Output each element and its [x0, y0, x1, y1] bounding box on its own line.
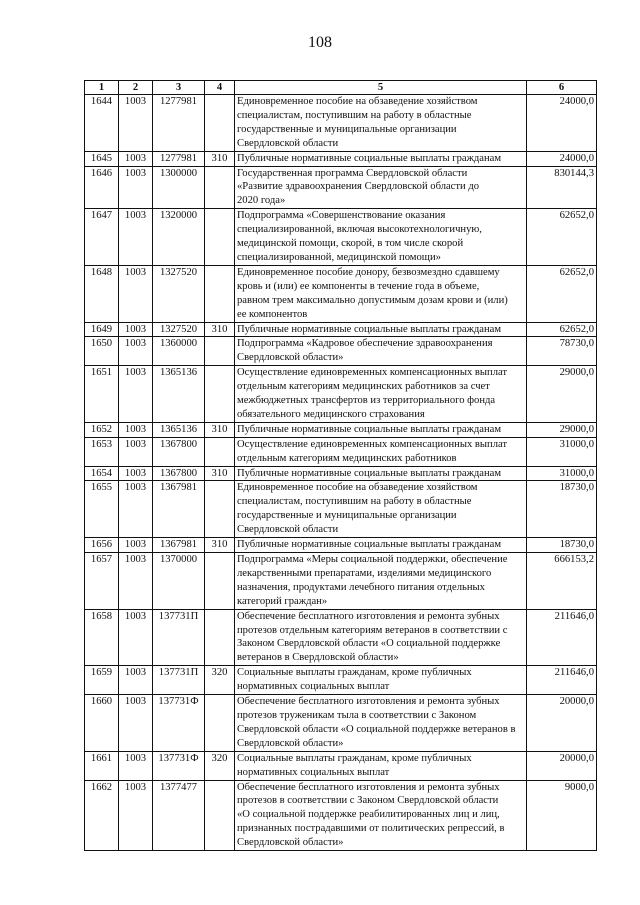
expense-kind-cell: [205, 780, 235, 851]
table-row: [85, 366, 597, 423]
amount-cell: 62652,0: [527, 209, 597, 266]
description-line: кровь и (или) ее компоненты в течение года в объеме,: [237, 280, 480, 292]
section-code-cell: 1003: [119, 265, 153, 322]
expense-kind-cell: [205, 265, 235, 322]
table-row: [85, 337, 597, 366]
description-line: Осуществление единовременных компенсационных выплат: [237, 438, 508, 450]
description-cell: [235, 780, 527, 851]
description-line: ветеранов в Свердловской области»: [237, 652, 399, 664]
row-number-cell: 1649: [85, 322, 119, 337]
table-row: [85, 209, 597, 266]
target-code-cell: 1300000: [153, 166, 205, 209]
section-code-cell: 1003: [119, 95, 153, 152]
amount-cell: 211646,0: [527, 666, 597, 695]
description-line: государственные и муниципальные организации: [237, 510, 457, 522]
description-line: Свердловской области «О социальной поддержке ветеранов в: [237, 723, 516, 735]
description-cell: [235, 422, 527, 437]
description-line: Публичные нормативные социальные выплаты гражданам: [237, 467, 502, 479]
target-code-cell: 1377477: [153, 780, 205, 851]
description-cell: [235, 366, 527, 423]
description-line: Публичные нормативные социальные выплаты гражданам: [237, 423, 502, 435]
description-cell: [235, 538, 527, 553]
table-row: [85, 538, 597, 553]
description-cell: [235, 166, 527, 209]
description-line: равном трем максимально допустимым дозам крови и (или): [237, 294, 508, 306]
row-number-cell: 1652: [85, 422, 119, 437]
section-code-cell: 1003: [119, 553, 153, 610]
amount-cell: 78730,0: [527, 337, 597, 366]
table-row: [85, 780, 597, 851]
row-number-cell: 1655: [85, 481, 119, 538]
row-number-cell: 1646: [85, 166, 119, 209]
table-row: [85, 695, 597, 752]
description-line: протезов отдельным категориям ветеранов в соответствии с: [237, 624, 508, 636]
target-code-cell: 137731Ф: [153, 751, 205, 780]
description-line: Единовременное пособие на обзаведение хозяйством: [237, 96, 478, 107]
row-number-cell: 1659: [85, 666, 119, 695]
description-cell: [235, 609, 527, 666]
description-line: медицинской помощи, скорой, в том числе скорой: [237, 238, 464, 250]
page-number: 108: [308, 34, 332, 51]
description-cell: [235, 209, 527, 266]
table-row: [85, 437, 597, 466]
row-number-cell: 1658: [85, 609, 119, 666]
section-code-cell: 1003: [119, 437, 153, 466]
table-row: [85, 666, 597, 695]
expense-kind-cell: [205, 695, 235, 752]
table-row: [85, 265, 597, 322]
table-row: [85, 481, 597, 538]
section-code-cell: 1003: [119, 538, 153, 553]
expense-kind-cell: 310: [205, 322, 235, 337]
section-code-cell: 1003: [119, 322, 153, 337]
table-row: [85, 751, 597, 780]
row-number-cell: 1644: [85, 95, 119, 152]
table-row: [85, 609, 597, 666]
description-line: протезов труженикам тыла в соответствии с Законом: [237, 709, 477, 721]
amount-cell: 211646,0: [527, 609, 597, 666]
section-code-cell: 1003: [119, 751, 153, 780]
description-line: специалистам, поступившим на работу в областные: [237, 109, 472, 121]
table-row: [85, 166, 597, 209]
target-code-cell: 1327520: [153, 265, 205, 322]
section-code-cell: 1003: [119, 209, 153, 266]
table-row: [85, 322, 597, 337]
expense-kind-cell: [205, 437, 235, 466]
description-line: Подпрограмма «Меры социальной поддержки, обеспечение: [237, 554, 508, 565]
row-number-cell: 1650: [85, 337, 119, 366]
description-line: Свердловской области: [237, 137, 339, 149]
description-cell: [235, 437, 527, 466]
amount-cell: 62652,0: [527, 322, 597, 337]
target-code-cell: 1365136: [153, 366, 205, 423]
section-code-cell: 1003: [119, 337, 153, 366]
header-col-3: 3: [153, 81, 205, 95]
description-line: межбюджетных трансфертов из территориального фонда: [237, 395, 496, 407]
expense-kind-cell: [205, 481, 235, 538]
expense-kind-cell: [205, 337, 235, 366]
table-row: [85, 466, 597, 481]
target-code-cell: 137731Ф: [153, 695, 205, 752]
expense-kind-cell: [205, 609, 235, 666]
amount-cell: 20000,0: [527, 751, 597, 780]
row-number-cell: 1656: [85, 538, 119, 553]
amount-cell: 24000,0: [527, 151, 597, 166]
description-line: ее компонентов: [237, 308, 308, 320]
description-line: Свердловской области: [237, 524, 339, 536]
description-line: Единовременное пособие на обзаведение хозяйством: [237, 482, 478, 494]
table-row: [85, 553, 597, 610]
description-cell: [235, 151, 527, 166]
description-line: «Развитие здравоохранения Свердловской области до: [237, 181, 480, 193]
header-col-6: 6: [527, 81, 597, 95]
description-cell: [235, 95, 527, 152]
expense-kind-cell: 310: [205, 538, 235, 553]
description-line: Подпрограмма «Кадровое обеспечение здравоохранения: [237, 338, 493, 350]
description-line: специализированной, медицинской помощи»: [237, 251, 441, 263]
amount-cell: 830144,3: [527, 166, 597, 209]
target-code-cell: 1320000: [153, 209, 205, 266]
description-line: Свердловской области»: [237, 352, 344, 364]
description-cell: [235, 265, 527, 322]
description-line: Единовременное пособие донору, безвозмездно сдавшему: [237, 266, 500, 278]
description-line: Публичные нормативные социальные выплаты гражданам: [237, 539, 502, 551]
table-row: [85, 422, 597, 437]
description-line: отдельным категориям медицинских работников: [237, 452, 457, 464]
row-number-cell: 1654: [85, 466, 119, 481]
row-number-cell: 1651: [85, 366, 119, 423]
amount-cell: 24000,0: [527, 95, 597, 152]
target-code-cell: 1277981: [153, 95, 205, 152]
section-code-cell: 1003: [119, 166, 153, 209]
target-code-cell: 1360000: [153, 337, 205, 366]
amount-cell: 666153,2: [527, 553, 597, 610]
expense-kind-cell: [205, 366, 235, 423]
description-line: Свердловской области»: [237, 737, 344, 749]
description-line: Законом Свердловской области «О социальной поддержке: [237, 638, 501, 650]
row-number-cell: 1645: [85, 151, 119, 166]
expense-kind-cell: 310: [205, 466, 235, 481]
description-line: Осуществление единовременных компенсационных выплат: [237, 367, 508, 379]
header-col-1: 1: [85, 81, 119, 95]
description-cell: [235, 553, 527, 610]
description-line: «О социальной поддержке реабилитированных лиц и лиц,: [237, 809, 500, 821]
row-number-cell: 1657: [85, 553, 119, 610]
description-cell: [235, 322, 527, 337]
target-code-cell: 137731П: [153, 666, 205, 695]
expense-kind-cell: 310: [205, 151, 235, 166]
row-number-cell: 1653: [85, 437, 119, 466]
section-code-cell: 1003: [119, 609, 153, 666]
target-code-cell: 1367981: [153, 481, 205, 538]
description-line: Публичные нормативные социальные выплаты гражданам: [237, 323, 502, 335]
header-col-4: 4: [205, 81, 235, 95]
section-code-cell: 1003: [119, 151, 153, 166]
description-line: государственные и муниципальные организации: [237, 123, 457, 135]
description-line: Обеспечение бесплатного изготовления и ремонта зубных: [237, 610, 500, 622]
target-code-cell: 1370000: [153, 553, 205, 610]
description-cell: [235, 695, 527, 752]
description-line: лекарственными препаратами, изделиями медицинского: [237, 567, 492, 579]
table-body: [85, 95, 597, 851]
target-code-cell: 1367800: [153, 437, 205, 466]
expense-kind-cell: 310: [205, 422, 235, 437]
description-cell: [235, 337, 527, 366]
description-line: Публичные нормативные социальные выплаты гражданам: [237, 152, 502, 164]
description-line: 2020 года»: [237, 195, 286, 207]
row-number-cell: 1662: [85, 780, 119, 851]
section-code-cell: 1003: [119, 466, 153, 481]
description-line: назначения, продуктами лечебного питания отдельных: [237, 581, 485, 593]
amount-cell: 29000,0: [527, 422, 597, 437]
header-col-2: 2: [119, 81, 153, 95]
amount-cell: 9000,0: [527, 780, 597, 851]
budget-table: [84, 80, 597, 851]
amount-cell: 18730,0: [527, 538, 597, 553]
description-line: отдельным категориям медицинских работников за счет: [237, 381, 490, 393]
section-code-cell: 1003: [119, 780, 153, 851]
header-col-5: 5: [235, 81, 527, 95]
table-row: [85, 95, 597, 152]
description-line: протезов в соответствии с Законом Свердловской области: [237, 795, 499, 807]
description-line: нормативных социальных выплат: [237, 681, 390, 693]
description-line: специализированной, включая высокотехнологичную,: [237, 224, 482, 236]
table-row: [85, 151, 597, 166]
description-line: обязательного медицинского страхования: [237, 408, 425, 420]
expense-kind-cell: 320: [205, 666, 235, 695]
section-code-cell: 1003: [119, 422, 153, 437]
target-code-cell: 1327520: [153, 322, 205, 337]
section-code-cell: 1003: [119, 666, 153, 695]
description-line: специалистам, поступившим на работу в областные: [237, 496, 472, 508]
description-cell: [235, 481, 527, 538]
row-number-cell: 1648: [85, 265, 119, 322]
description-cell: [235, 466, 527, 481]
expense-kind-cell: [205, 95, 235, 152]
target-code-cell: 1367800: [153, 466, 205, 481]
description-line: Обеспечение бесплатного изготовления и ремонта зубных: [237, 781, 500, 793]
description-cell: [235, 751, 527, 780]
expense-kind-cell: [205, 209, 235, 266]
row-number-cell: 1660: [85, 695, 119, 752]
description-line: Свердловской области»: [237, 837, 344, 849]
description-line: признанных пострадавшими от политических репрессий, в: [237, 823, 505, 835]
description-cell: [235, 666, 527, 695]
target-code-cell: 1367981: [153, 538, 205, 553]
expense-kind-cell: [205, 166, 235, 209]
target-code-cell: 1277981: [153, 151, 205, 166]
row-number-cell: 1661: [85, 751, 119, 780]
amount-cell: 20000,0: [527, 695, 597, 752]
amount-cell: 31000,0: [527, 437, 597, 466]
description-line: Подпрограмма «Совершенствование оказания: [237, 210, 446, 222]
target-code-cell: 1365136: [153, 422, 205, 437]
description-line: Государственная программа Свердловской области: [237, 167, 468, 179]
row-number-cell: 1647: [85, 209, 119, 266]
amount-cell: 29000,0: [527, 366, 597, 423]
description-line: Социальные выплаты гражданам, кроме публичных: [237, 752, 472, 764]
target-code-cell: 137731П: [153, 609, 205, 666]
section-code-cell: 1003: [119, 366, 153, 423]
table-header-row: [85, 81, 597, 95]
amount-cell: 31000,0: [527, 466, 597, 481]
description-line: Социальные выплаты гражданам, кроме публичных: [237, 667, 472, 679]
section-code-cell: 1003: [119, 695, 153, 752]
description-line: нормативных социальных выплат: [237, 766, 390, 778]
section-code-cell: 1003: [119, 481, 153, 538]
amount-cell: 18730,0: [527, 481, 597, 538]
amount-cell: 62652,0: [527, 265, 597, 322]
expense-kind-cell: 320: [205, 751, 235, 780]
description-line: Обеспечение бесплатного изготовления и ремонта зубных: [237, 696, 500, 708]
description-line: категорий граждан»: [237, 595, 328, 607]
expense-kind-cell: [205, 553, 235, 610]
